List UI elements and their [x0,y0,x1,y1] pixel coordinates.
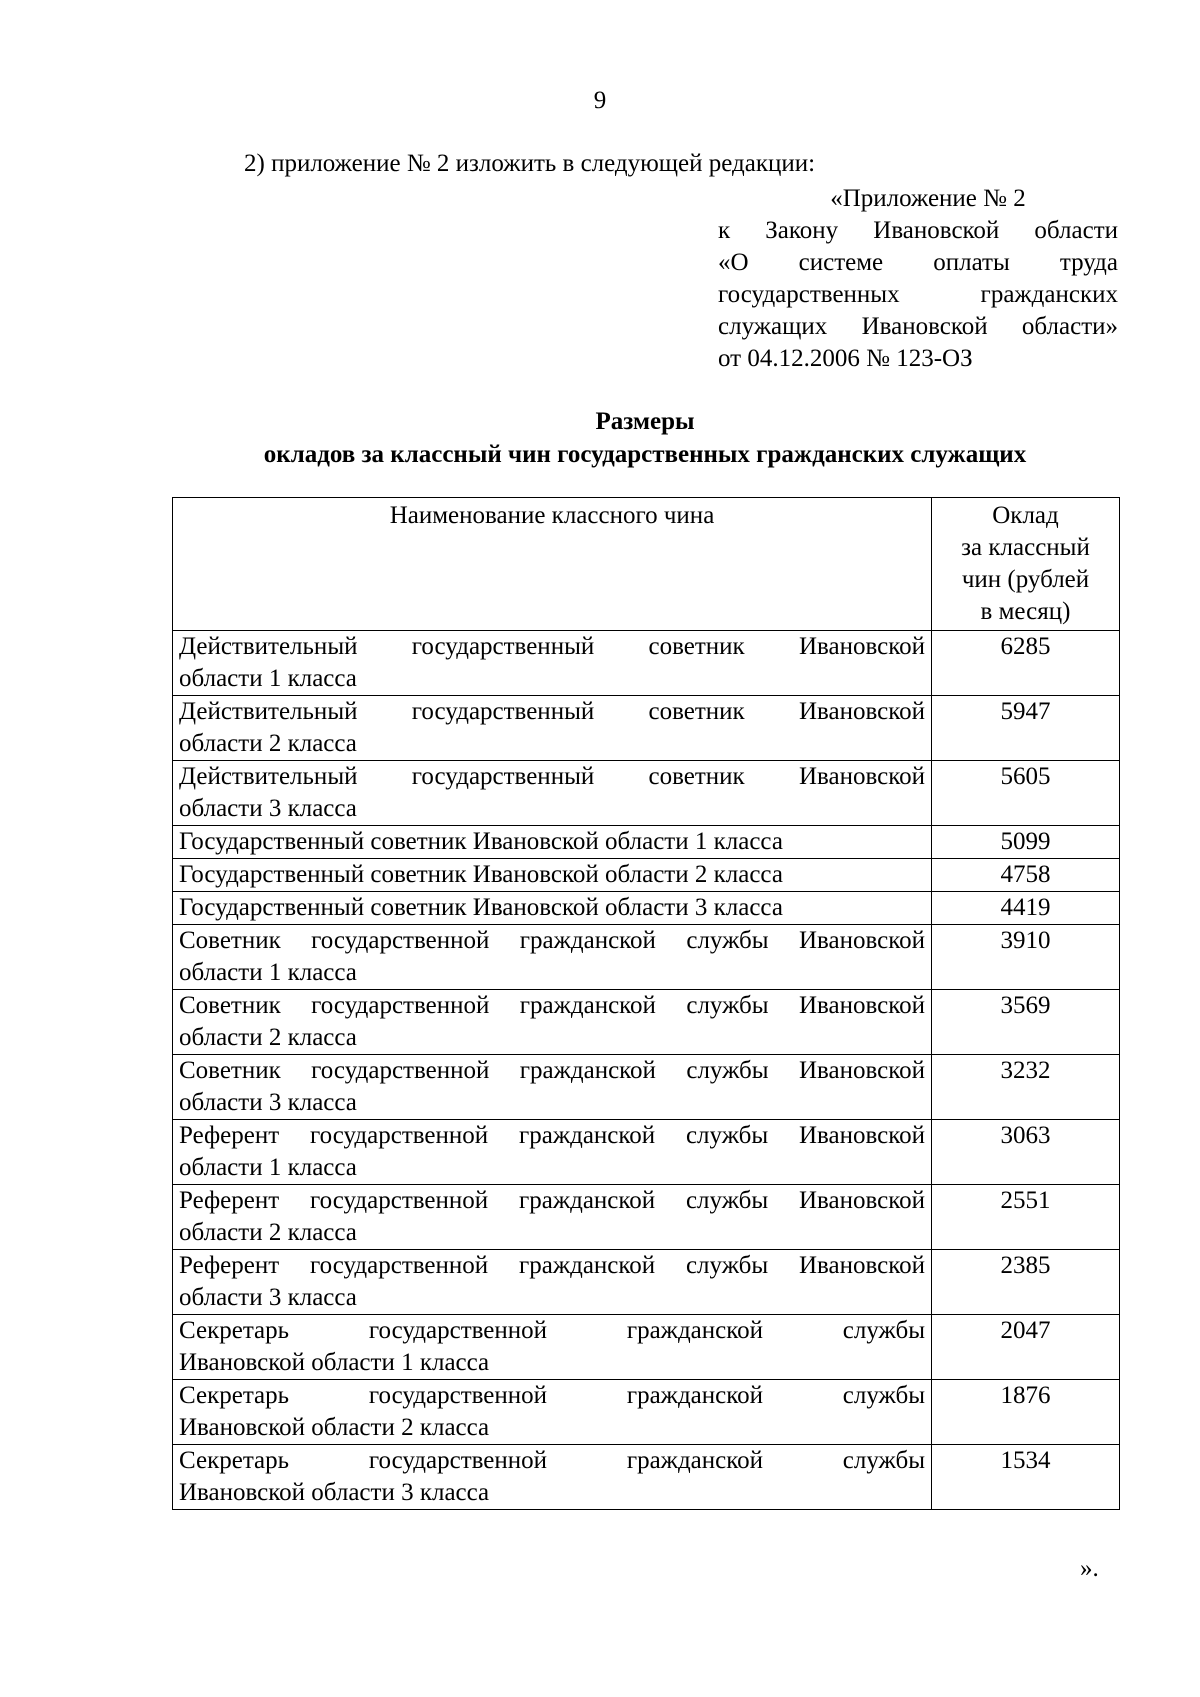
salary-cell: 1876 [932,1380,1120,1445]
closing-quote: ». [1080,1555,1099,1582]
appendix-line: к Закону Ивановской области [718,217,1118,244]
appendix-body [718,215,1118,375]
salary-cell: 2047 [932,1315,1120,1380]
rank-name-line: Советник государственной гражданской службы Ивановской [179,927,925,954]
rank-name-line: Действительный государственный советник Ивановской [179,763,925,790]
table-row [173,1250,1120,1315]
rank-name-line: Ивановской области 3 класса [179,1479,490,1506]
rank-name-line: Государственный советник Ивановской области 3 класса [179,894,783,921]
salary-cell: 1534 [932,1445,1120,1510]
rank-name-line: Ивановской области 1 класса [179,1349,490,1376]
salary-cell: 5947 [932,696,1120,761]
salary-cell: 2551 [932,1185,1120,1250]
rank-name-line: Референт государственной гражданской службы Ивановской [179,1122,925,1149]
rank-name-line: Секретарь государственной гражданской службы [179,1317,925,1344]
rank-name-line: области 2 класса [179,1024,357,1051]
rank-name-line: области 1 класса [179,959,357,986]
rank-name-line: Государственный советник Ивановской области 1 класса [179,828,783,855]
salary-cell: 3910 [932,925,1120,990]
rank-name-cell [173,1185,932,1250]
rank-name-cell [173,892,932,925]
table-row [173,696,1120,761]
table-row [173,1120,1120,1185]
salary-cell: 2385 [932,1250,1120,1315]
rank-name-cell [173,1250,932,1315]
header-salary-line: в месяц) [980,598,1071,625]
rank-name-line: области 2 класса [179,730,357,757]
rank-name-line: Советник государственной гражданской службы Ивановской [179,1057,925,1084]
appendix-line: служащих Ивановской области» [718,313,1118,340]
table-row [173,826,1120,859]
rank-name-cell [173,859,932,892]
appendix-reference [718,183,1118,375]
rank-name-line: Секретарь государственной гражданской службы [179,1447,925,1474]
rank-name-line: Действительный государственный советник Ивановской [179,633,925,660]
rank-name-cell [173,761,932,826]
rank-name-line: области 1 класса [179,665,357,692]
rank-name-line: области 3 класса [179,795,357,822]
rank-name-line: Действительный государственный советник Ивановской [179,698,925,725]
rank-name-cell [173,925,932,990]
table-row [173,761,1120,826]
table-row [173,1445,1120,1510]
header-rank-name: Наименование классного чина [173,498,932,631]
appendix-title: «Приложение № 2 [830,185,1026,212]
intro-text: 2) приложение № 2 изложить в следующей редакции: [244,150,816,177]
salary-cell: 6285 [932,631,1120,696]
rank-name-line: Секретарь государственной гражданской службы [179,1382,925,1409]
rank-name-cell [173,1380,932,1445]
salary-table [172,497,1120,1510]
rank-name-cell [173,631,932,696]
page-number: 9 [593,87,607,114]
table-row [173,1315,1120,1380]
appendix-line: от 04.12.2006 № 123-ОЗ [718,345,973,372]
heading-line-1: Размеры [595,408,695,435]
header-salary-line: чин (рублей [961,566,1090,593]
rank-name-cell [173,1445,932,1510]
rank-name-cell [173,696,932,761]
rank-name-line: области 3 класса [179,1089,357,1116]
salary-cell: 5099 [932,826,1120,859]
table-row [173,1055,1120,1120]
table-row [173,892,1120,925]
table-header-row [173,498,1120,631]
table-row [173,859,1120,892]
salary-cell: 3063 [932,1120,1120,1185]
table-row [173,990,1120,1055]
rank-name-line: Государственный советник Ивановской области 2 класса [179,861,783,888]
table-row [173,1380,1120,1445]
heading-line-2: окладов за классный чин государственных гражданских служащих [263,441,1027,468]
rank-name-cell [173,1055,932,1120]
rank-name-line: Ивановской области 2 класса [179,1414,490,1441]
table-row [173,631,1120,696]
table-body [173,631,1120,1510]
appendix-line: «О системе оплаты труда [718,249,1118,276]
rank-name-line: области 3 класса [179,1284,357,1311]
salary-cell: 3569 [932,990,1120,1055]
header-salary-line: за классный [961,534,1090,561]
rank-name-line: области 1 класса [179,1154,357,1181]
rank-name-line: области 2 класса [179,1219,357,1246]
salary-cell: 4419 [932,892,1120,925]
rank-name-cell [173,1315,932,1380]
rank-name-cell [173,990,932,1055]
rank-name-line: Советник государственной гражданской службы Ивановской [179,992,925,1019]
table-row [173,1185,1120,1250]
table-row [173,925,1120,990]
header-salary [932,498,1120,631]
salary-cell: 4758 [932,859,1120,892]
rank-name-line: Референт государственной гражданской службы Ивановской [179,1187,925,1214]
salary-cell: 3232 [932,1055,1120,1120]
salary-cell: 5605 [932,761,1120,826]
rank-name-cell [173,826,932,859]
header-salary-line: Оклад [992,502,1059,529]
appendix-line: государственных гражданских [718,281,1118,308]
table-heading [170,405,1120,471]
rank-name-line: Референт государственной гражданской службы Ивановской [179,1252,925,1279]
rank-name-cell [173,1120,932,1185]
